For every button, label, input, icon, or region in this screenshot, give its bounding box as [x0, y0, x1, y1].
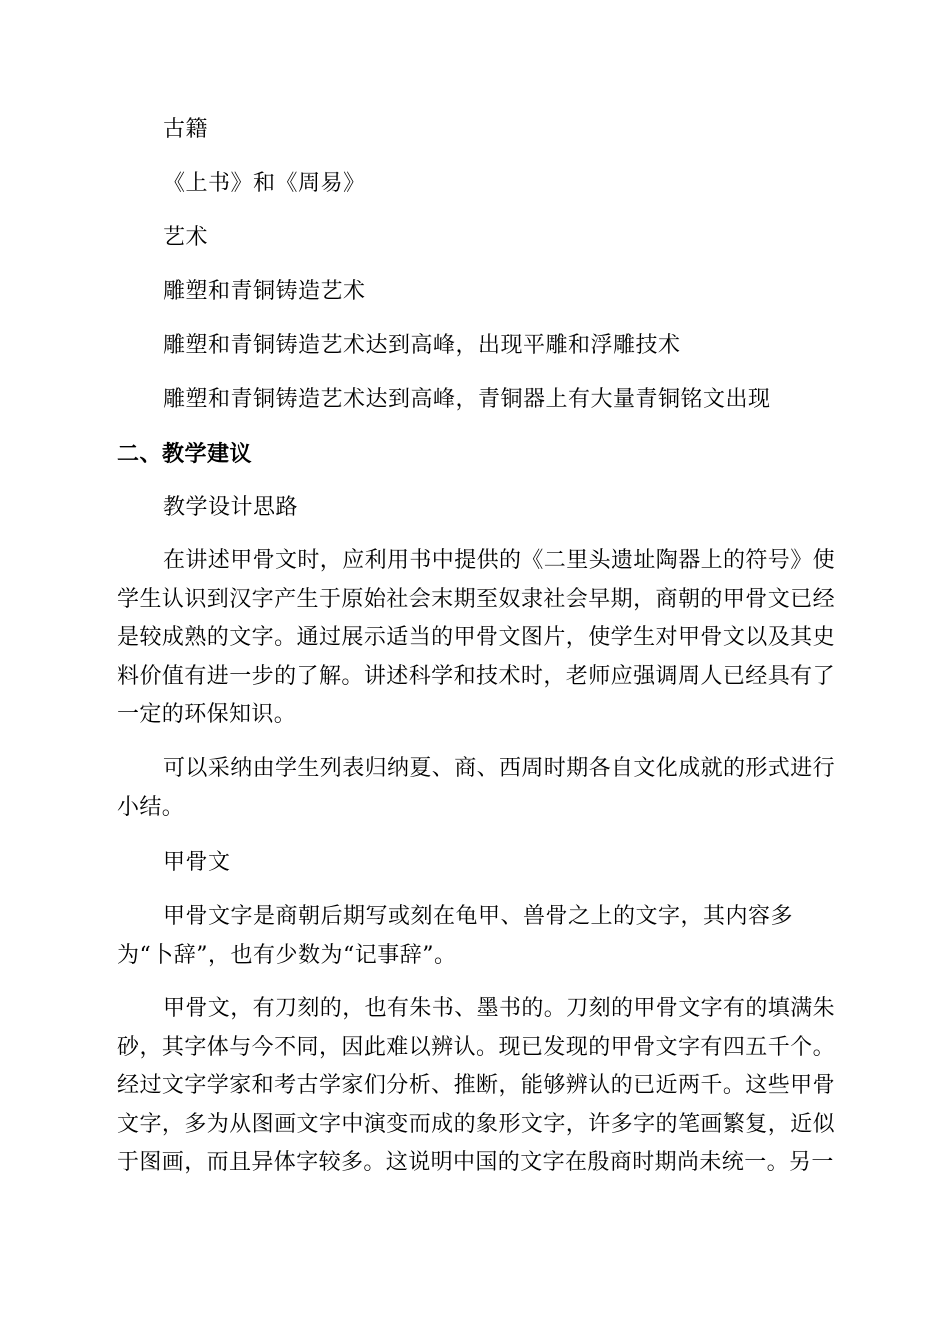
paragraph-oracle-detail: 甲骨文，有刀刻的，也有朱书、墨书的。刀刻的甲骨文字有的填满朱砂，其字体与今不同，因此难以辨认。现已发现的甲骨文字有四五千个。经过文字学家和考古学家们分析、推断，能够辨认的已近两千。这些甲骨文字，多为从图画文字中演变而成的象形文字，许多字的笔画繁复，近似于图画，而且异体字较多。这说明中国的文字在殷商时期尚未统一。另一 — [117, 996, 836, 1176]
outline-item-sculpture-bronze: 雕塑和青铜铸造艺术 — [163, 279, 366, 304]
paragraph-summary: 可以采纳由学生列表归纳夏、商、西周时期各自文化成就的形式进行小结。 — [117, 756, 836, 820]
outline-item-book-titles: 《上书》和《周易》 — [163, 171, 366, 196]
paragraph-oracle-definition-line1: 甲骨文字是商朝后期写或刻在龟甲、兽骨之上的文字，其内容多 — [163, 904, 794, 929]
outline-item-art: 艺术 — [163, 225, 209, 250]
section-heading: 二、教学建议 — [117, 441, 253, 467]
subheading-teaching-design: 教学设计思路 — [163, 495, 299, 520]
paragraph-oracle-definition-line2: 为“卜辞”，也有少数为“记事辞”。 — [117, 943, 457, 968]
paragraph-oracle-teaching: 在讲述甲骨文时，应利用书中提供的《二里头遗址陶器上的符号》使学生认识到汉字产生于原始社会末期至奴隶社会早期，商朝的甲骨文已经是较成熟的文字。通过展示适当的甲骨文图片，使学生对甲骨文以及其史料价值有进一步的了解。讲述科学和技术时，老师应强调周人已经具有了一定的环保知识。 — [117, 548, 836, 728]
outline-item-ancient-books: 古籍 — [163, 117, 209, 142]
outline-item-sculpture-inscriptions: 雕塑和青铜铸造艺术达到高峰，青铜器上有大量青铜铭文出现 — [163, 387, 771, 412]
outline-item-sculpture-relief: 雕塑和青铜铸造艺术达到高峰，出现平雕和浮雕技术 — [163, 333, 681, 358]
subheading-oracle-bone: 甲骨文 — [163, 850, 231, 875]
